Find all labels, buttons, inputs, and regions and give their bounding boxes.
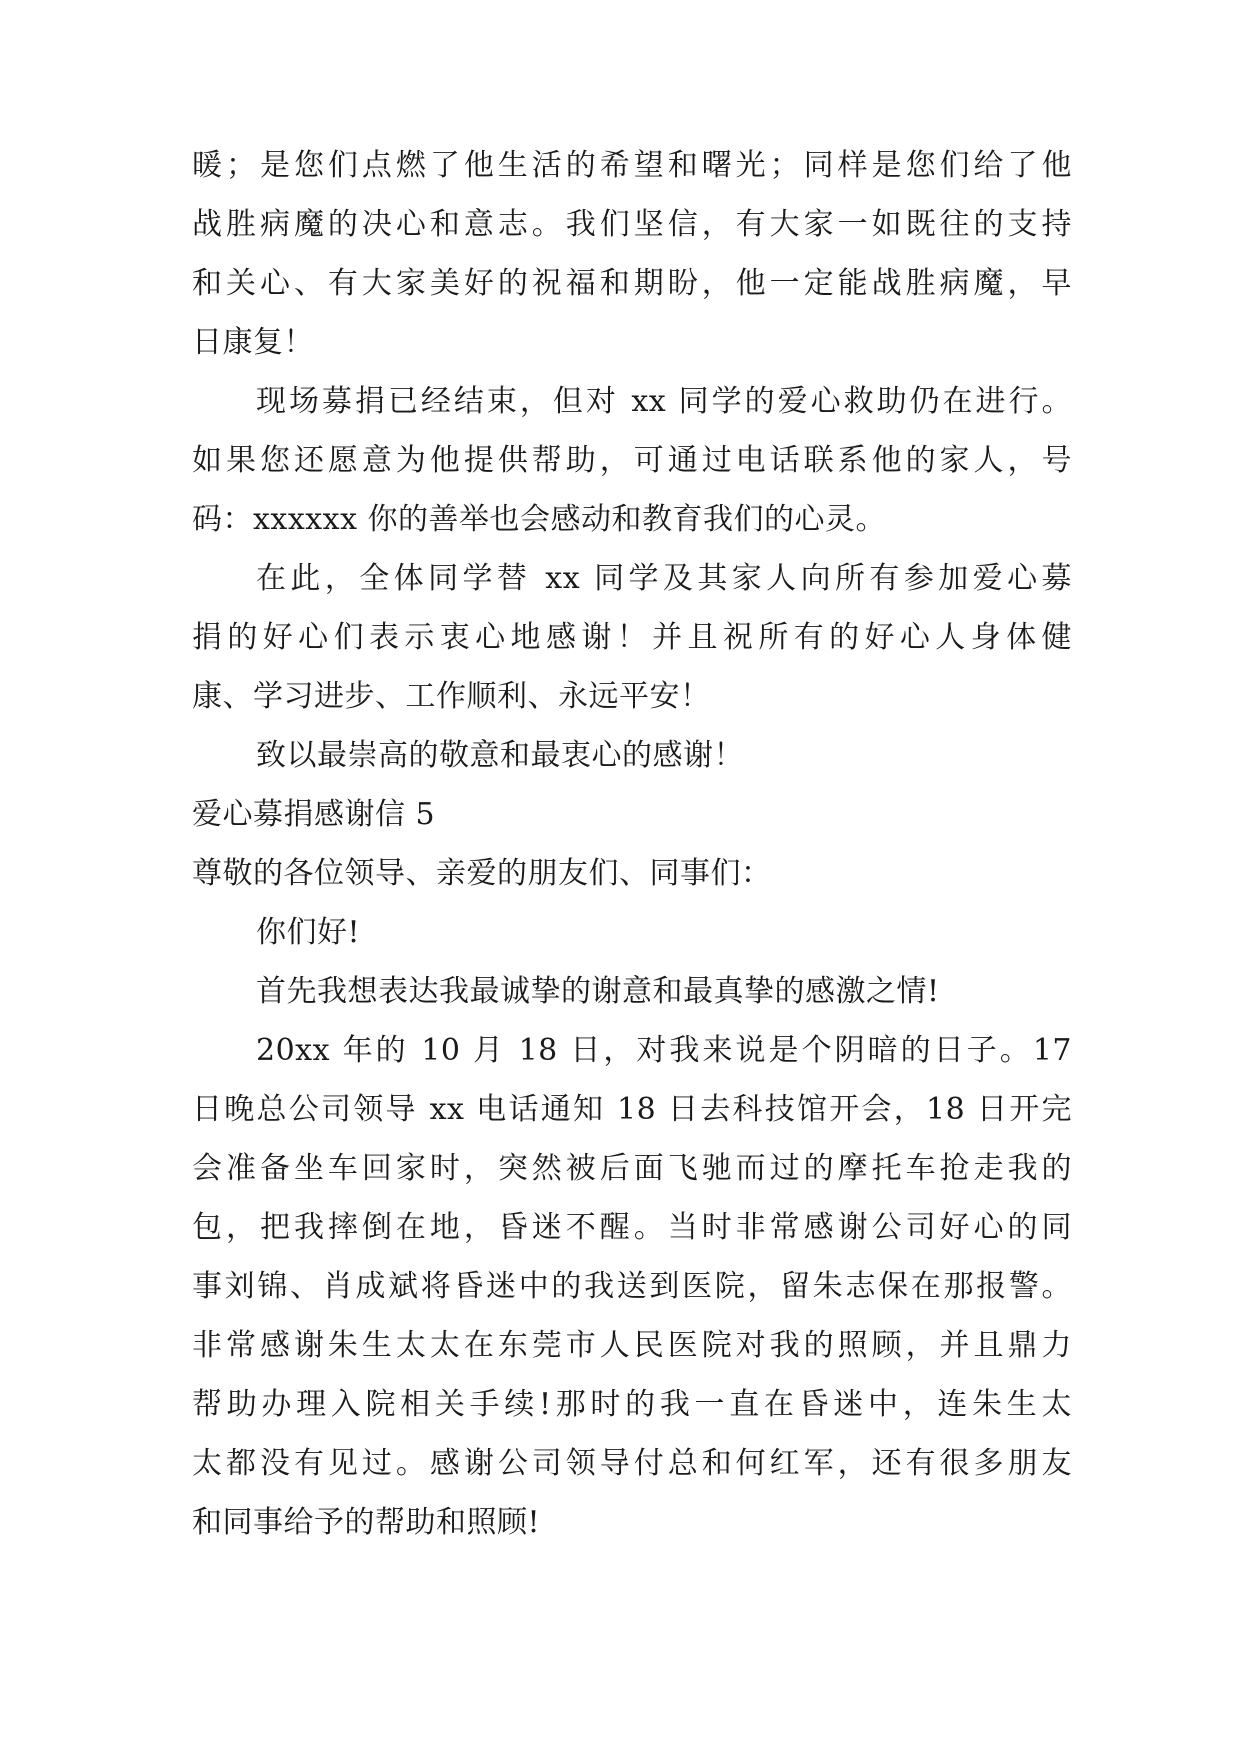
paragraph-line: 捐的好心们表示衷心地感谢！并且祝所有的好心人身体健: [192, 620, 1072, 655]
paragraph-line: 会准备坐车回家时，突然被后面飞驰而过的摩托车抢走我的: [192, 1151, 1072, 1186]
paragraph-line: 和同事给予的帮助和照顾!: [192, 1505, 541, 1540]
paragraph-line: 非常感谢朱生太太在东莞市人民医院对我的照顾，并且鼎力: [192, 1328, 1072, 1363]
paragraph-line: 太都没有见过。感谢公司领导付总和何红军，还有很多朋友: [192, 1446, 1072, 1481]
paragraph-line: 20xx 年的 10 月 18 日，对我来说是个阴暗的日子。17: [256, 1033, 1072, 1068]
paragraph-line: 战胜病魔的决心和意志。我们坚信，有大家一如既往的支持: [192, 207, 1072, 242]
paragraph-line: 康、学习进步、工作顺利、永远平安！: [192, 679, 711, 714]
paragraph-line: 日晚总公司领导 xx 电话通知 18 日去科技馆开会，18 日开完: [192, 1092, 1072, 1127]
salutation: 尊敬的各位领导、亲爱的朋友们、同事们：: [192, 856, 772, 891]
paragraph-line: 现场募捐已经结束，但对 xx 同学的爱心救助仍在进行。: [256, 384, 1072, 419]
closing-line: 致以最崇高的敬意和最衷心的感谢！: [256, 738, 744, 773]
paragraph-line: 码：xxxxxx 你的善举也会感动和教育我们的心灵。: [192, 502, 887, 537]
paragraph-line: 包，把我摔倒在地，昏迷不醒。当时非常感谢公司好心的同: [192, 1210, 1072, 1245]
paragraph-line: 暖；是您们点燃了他生活的希望和曙光；同样是您们给了他: [192, 148, 1072, 183]
paragraph-line: 在此，全体同学替 xx 同学及其家人向所有参加爱心募: [256, 561, 1072, 596]
paragraph-line: 日康复！: [192, 325, 314, 360]
paragraph-line: 事刘锦、肖成斌将昏迷中的我送到医院，留朱志保在那报警。: [192, 1269, 1072, 1304]
paragraph-line: 帮助办理入院相关手续!那时的我一直在昏迷中，连朱生太: [192, 1387, 1072, 1422]
paragraph-line: 和关心、有大家美好的祝福和期盼，他一定能战胜病魔，早: [192, 266, 1072, 301]
paragraph-line: 如果您还愿意为他提供帮助，可通过电话联系他的家人，号: [192, 443, 1072, 478]
paragraph-line: 首先我想表达我最诚挚的谢意和最真挚的感激之情!: [256, 974, 940, 1009]
greeting: 你们好!: [256, 915, 361, 950]
section-heading: 爱心募捐感谢信 5: [192, 797, 436, 832]
